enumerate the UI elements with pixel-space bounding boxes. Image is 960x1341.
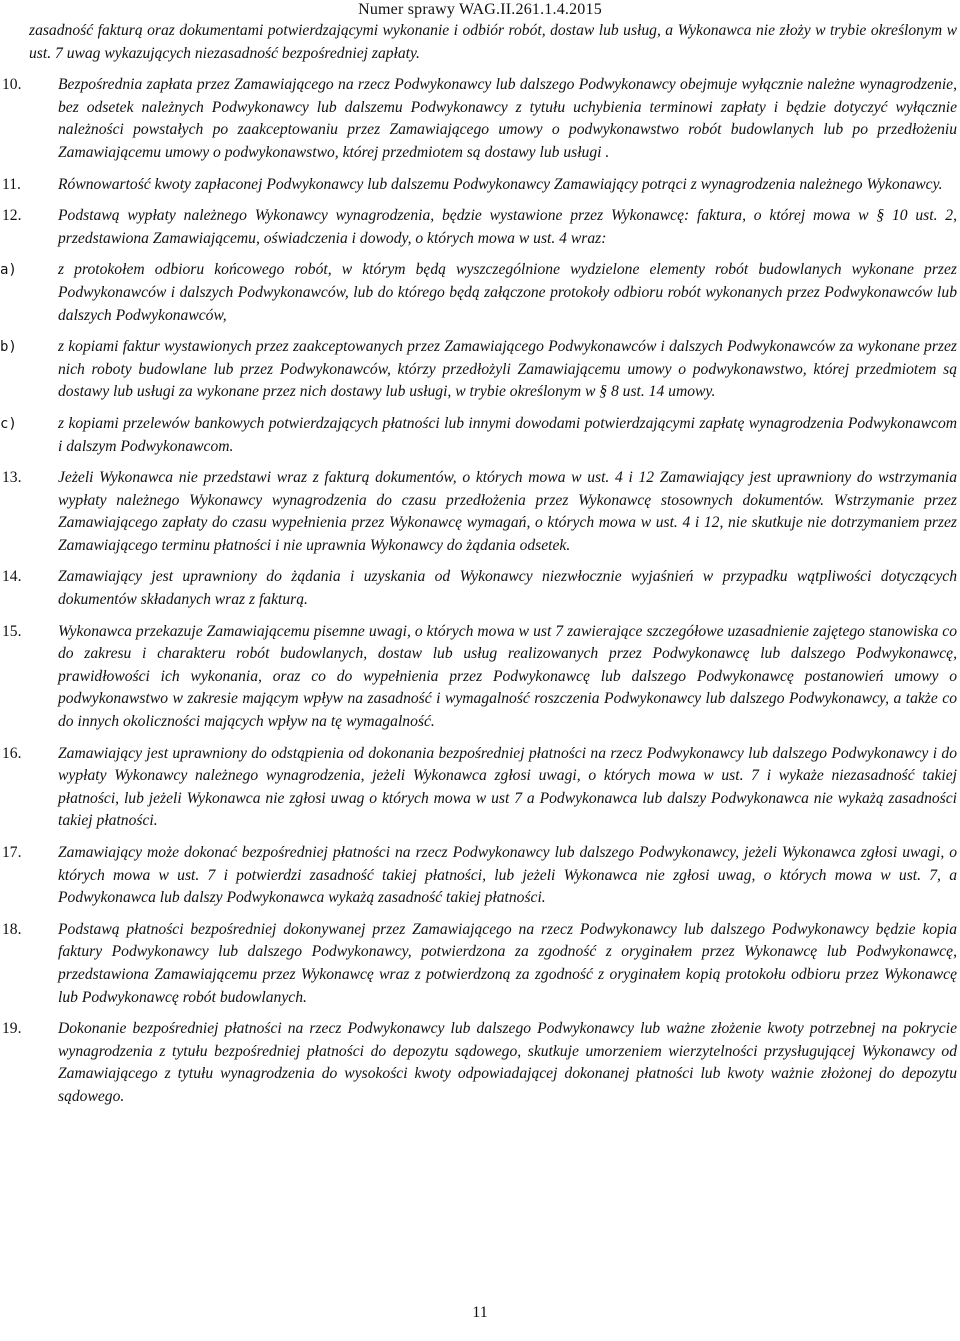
paragraph-number: 13. [2,469,22,487]
subparagraph-text: z kopiami przelewów bankowych potwierdzających płatności lub innymi dowodami potwierdzającymi zapłatę wynagrodzenia Podwykonawcom i dalszym Podwykonawcom. [58,414,957,455]
paragraph-number: 12. [2,207,22,225]
page-number: 11 [472,1304,488,1321]
case-number: Numer sprawy WAG.II.261.1.4.2015 [358,1,602,18]
paragraph-18 [2,919,957,1009]
intro-paragraph: zasadność fakturą oraz dokumentami potwierdzającymi wykonanie i odbiór robót, dostaw lub usług, a Wykonawca nie złoży w trybie określonym w ust. 7 uwag wykazujących niezasadność bezpośredniej zapłaty. [29,22,957,62]
subparagraph-text: z kopiami faktur wystawionych przez zaakceptowanych przez Zamawiającego Podwykonawców i dalszych Podwykonawców za wykonane przez nich roboty budowlane lub przez Podwykonawców, którzy przedłożyli Zamawiającemu umowy o podwykonawstwo, której przedmiotem są dostawy lub usługi za wykonane przez nich dostawy lub usługi, w trybie określonym w § 8 ust. 14 umowy. [58,338,957,401]
paragraph-number: 19. [2,1020,22,1038]
paragraph-14 [2,566,957,611]
paragraph-number: 18. [2,920,22,938]
paragraph-12 [2,205,957,250]
subparagraph-letter: a) [0,262,17,279]
paragraph-number: 16. [2,744,22,762]
paragraph-text: Podstawą płatności bezpośredniej dokonywanej przez Zamawiającego na rzecz Podwykonawcy lub dalszego Podwykonawcy będzie kopia faktury Podwykonawcy lub dalszego Podwykonawcy, potwierdzona za zgodność z oryginałem przez Wykonawcę lub Podwykonawcę, przedstawiona Zamawiającemu przez Wykonawcę wraz z potwierdzoną za zgodność z oryginałem kopią protokołu odbioru przez Wykonawcę lub Podwykonawcę robót budowlanych. [58,920,957,1006]
document-header [0,0,960,20]
paragraph-text: Zamawiający może dokonać bezpośredniej płatności na rzecz Podwykonawcy lub dalszego Podwykonawcy, jeżeli Wykonawca zgłosi uwagi, o których mowa w ust. 7 i potwierdzi zasadność takiej płatności, lub jeżeli Wykonawca nie zgłosi uwag, o których mowa w ust. 7, a Podwykonawca lub dalszy Podwykonawca wykażą zasadność takiej płatności. [58,844,957,907]
subparagraph-a [0,259,957,327]
subparagraph-letter: c) [0,415,17,432]
subparagraph-b [0,336,957,404]
paragraph-text: Dokonanie bezpośredniej płatności na rzecz Podwykonawcy lub dalszego Podwykonawcy lub ważne złożenie kwoty potrzebnej na pokrycie wynagrodzenia z tytułu bezpośredniej płatności do depozytu sądowego, skutkuje umorzeniem wierzytelności przysługującej Wykonawcy od Zamawiającego z tytułu wynagrodzenia do wysokości kwoty odpowiadającej dokonanej płatności lub kwoty ważnie złożonej do depozytu sądowego. [58,1020,957,1105]
paragraph-number: 17. [2,844,22,861]
paragraph-text: Zamawiający jest uprawniony do odstąpienia od dokonania bezpośredniej płatności na rzecz Podwykonawcy lub dalszego Podwykonawcy i do wypłaty Wykonawcy należnego wynagrodzenia, jeżeli Wykonawca zgłosi uwagi, o których mowa w ust. 7 i wykaże niezasadność takiej płatności, lub jeżeli Wykonawca nie zgłosi uwag o których mowa w ust 7 a Podwykonawca lub dalszy Podwykonawca nie wykażą zasadności takiej płatności. [58,744,957,830]
paragraph-text: Wykonawca przekazuje Zamawiającemu pisemne uwagi, o których mowa w ust 7 zawierające szczegółowe uzasadnienie zajętego stanowiska co do zakresu i charakteru robót budowlanych, dostaw lub usług realizowanych przez Podwykonawcę lub dalszego Podwykonawcę, prawidłowości ich wykonania, oraz co do wypełnienia przez Podwykonawcę lub dalszego Podwykonawcę postanowień umowy o podwykonawstwo w zakresie mającym wpływ na zasadność i wymagalność roszczenia Podwykonawcy lub dalszego Podwykonawcy, a także co do innych okoliczności mających wpływ na tę wymagalność. [58,622,957,731]
paragraph-text: Jeżeli Wykonawca nie przedstawi wraz z fakturą dokumentów, o których mowa w ust. 4 i 12 Zamawiający jest uprawniony do wstrzymania wypłaty należnego Wykonawcy wynagrodzenia do czasu przedłożenia przez Wykonawcę stosownych dokumentów. Wstrzymanie przez Zamawiającego zapłaty do czasu wypełnienia przez Wykonawcę wymagań, o których mowa w ust. 4 i 12, nie skutkuje nie dotrzymaniem przez Zamawiającego terminu płatności i nie uprawnia Wykonawcy do żądania odsetek. [58,469,957,554]
subparagraph-c [0,413,957,458]
paragraph-10 [2,74,957,164]
page-footer [0,1304,960,1322]
paragraph-17 [2,842,957,910]
subparagraph-letter: b) [0,339,17,356]
paragraph-16 [2,743,957,833]
paragraph-11 [2,174,957,197]
paragraph-15 [2,621,957,734]
paragraph-number: 11. [2,175,21,193]
paragraph-number: 14. [2,568,22,586]
subparagraph-text: z protokołem odbioru końcowego robót, w którym będą wyszczególnione wydzielone elementy robót budowlanych wykonane przez Podwykonawców i dalszych Podwykonawców, lub do którego będą załączone protokoły odbioru robót wykonanych przez Podwykonawców lub dalszych Podwykonawców, [58,261,957,324]
paragraph-13 [2,467,957,557]
paragraph-text: Równowartość kwoty zapłaconej Podwykonawcy lub dalszemu Podwykonawcy Zamawiający potrąci z wynagrodzenia należnego Wykonawcy. [58,175,943,193]
document-body [0,20,957,1109]
paragraph-text: Bezpośrednia zapłata przez Zamawiającego na rzecz Podwykonawcy lub dalszego Podwykonawcy obejmuje wyłącznie należne wynagrodzenie, bez odsetek należnych Podwykonawcy lub dalszemu Podwykonawcy z tytułu uchybienia terminowi zapłaty i będzie dotyczyć wyłącznie należności powstałych po zaakceptowaniu przez Zamawiającego umowy o podwykonawstwo robót budowlanych lub po przedłożeniu Zamawiającemu umowy o podwykonawstwo, której przedmiotem są dostawy lub usługi . [58,76,957,161]
paragraph-19 [2,1018,957,1108]
paragraph-number: 10. [2,76,22,94]
paragraph-text: Zamawiający jest uprawniony do żądania i uzyskania od Wykonawcy niezwłocznie wyjaśnień w przypadku wątpliwości dotyczących dokumentów składanych wraz z fakturą. [58,568,957,609]
paragraph-number: 15. [2,622,22,640]
paragraph-text: Podstawą wypłaty należnego Wykonawcy wynagrodzenia, będzie wystawione przez Wykonawcę: faktura, o której mowa w § 10 ust. 2, przedstawiona Zamawiającemu, oświadczenia i dowody, o których mowa w ust. 4 wraz: [58,207,957,247]
